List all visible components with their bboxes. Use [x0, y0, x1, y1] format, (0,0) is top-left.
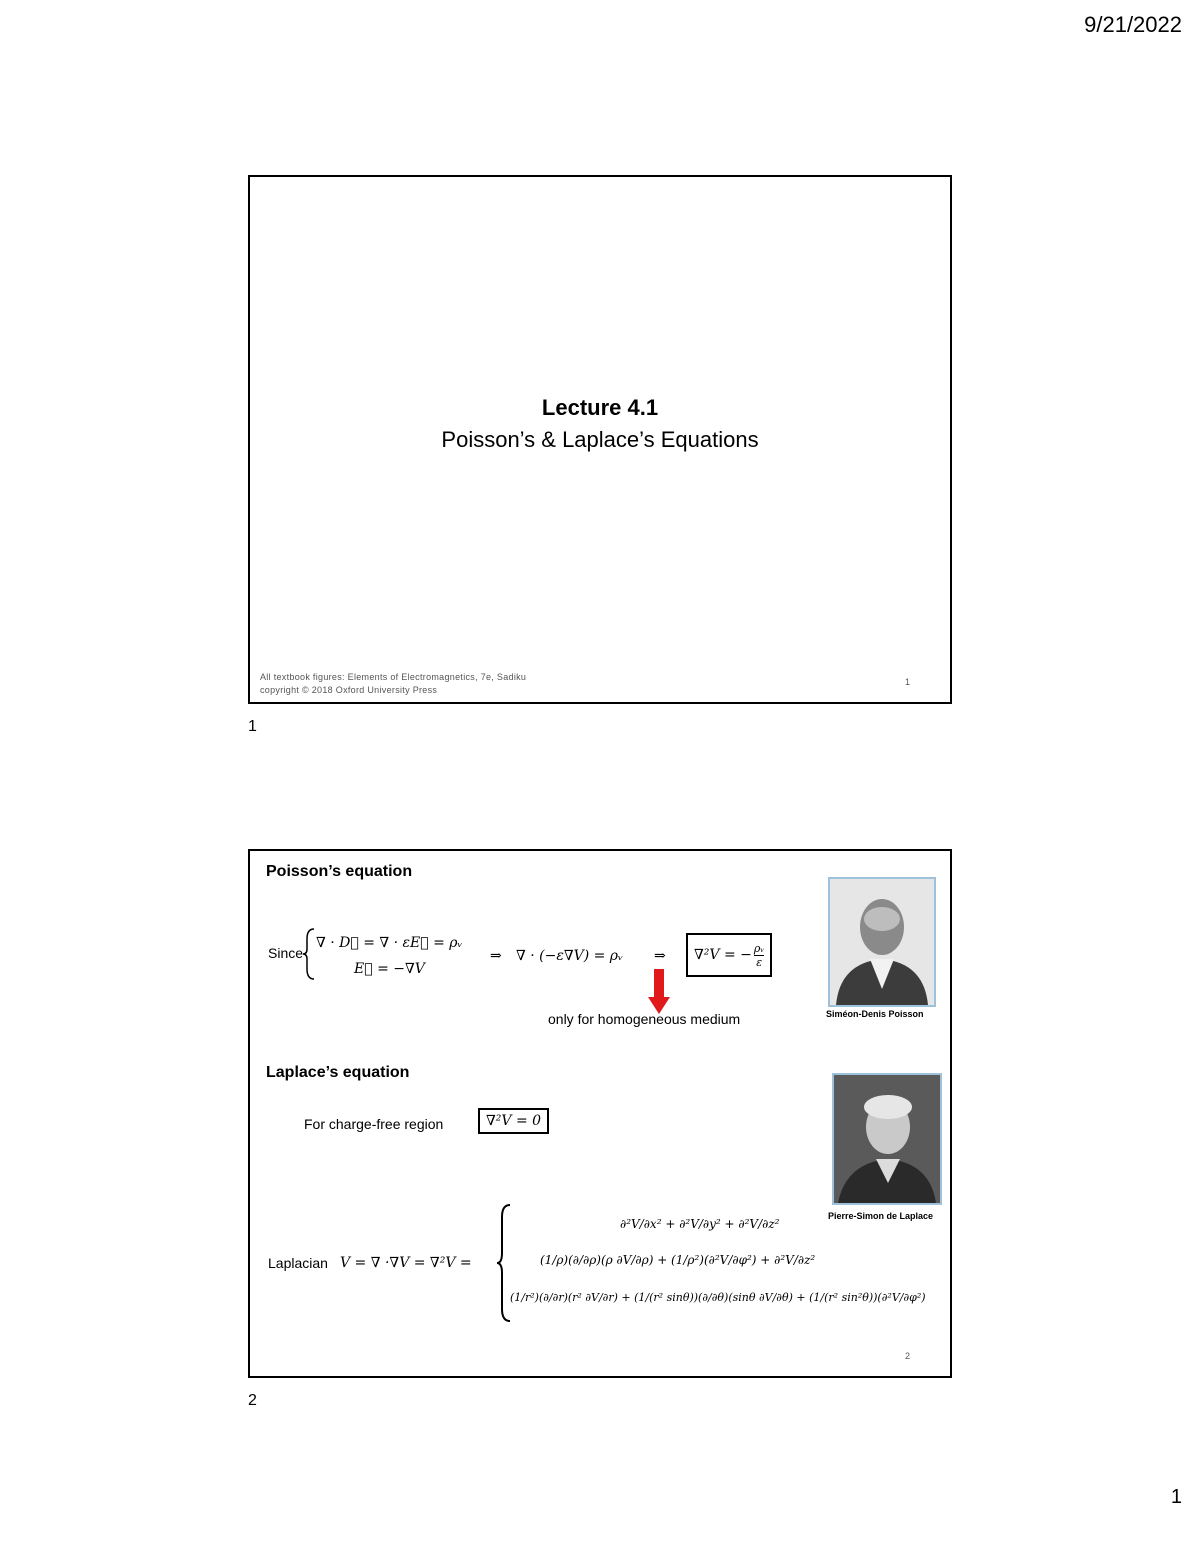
charge-free-label: For charge-free region: [304, 1116, 444, 1132]
textbook-credits: [260, 671, 526, 697]
slide-1: [248, 175, 952, 704]
implies-symbol-2: ⇒: [654, 948, 666, 964]
lecture-title: Lecture 4.1: [541, 395, 659, 420]
poisson-lhs: ∇²V = −: [694, 947, 752, 963]
poisson-portrait-image: [830, 879, 934, 1005]
left-brace-icon: [302, 927, 316, 981]
credit-line-1: All textbook figures: Elements of Electromagnetics, 7e, Sadiku: [260, 672, 527, 682]
laplace-equation-box: ∇²V = 0: [478, 1108, 549, 1134]
divergence-equation: ∇ · (−ε∇V) = ρᵥ: [516, 948, 624, 964]
laplacian-cartesian: ∂²V/∂x² + ∂²V/∂y² + ∂²V/∂z²: [620, 1217, 780, 1231]
laplacian-equation: V = ∇ ·∇V = ∇²V =: [340, 1255, 472, 1271]
poisson-numerator: ρᵥ: [753, 941, 765, 955]
laplacian-cylindrical: (1/ρ)(∂/∂ρ)(ρ ∂V/∂ρ) + (1/ρ²)(∂²V/∂φ²) + ∂²V/∂z²: [540, 1253, 816, 1267]
laplacian-brace-icon: [496, 1203, 512, 1323]
laplacian-spherical: (1/r²)(∂/∂r)(r² ∂V/∂r) + (1/(r² sinθ))(∂/∂θ)(sinθ ∂V/∂θ) + (1/(r² sin²θ))(∂²V/∂φ²): [510, 1291, 926, 1304]
poisson-portrait: [828, 877, 936, 1007]
laplace-caption: Pierre-Simon de Laplace: [828, 1211, 934, 1221]
gauss-law-equation: ∇ · D⃗ = ∇ · εE⃗ = ρᵥ: [316, 935, 463, 951]
poisson-denominator: ε: [756, 955, 763, 969]
poisson-equation-box: [686, 933, 772, 977]
slide-1-index: 1: [248, 718, 257, 735]
poisson-heading: Poisson’s equation: [266, 863, 413, 880]
slide-2-number: 2: [904, 1351, 910, 1361]
page-number: 1: [1170, 1486, 1182, 1508]
homogeneous-medium-note: only for homogeneous medium: [548, 1011, 741, 1027]
laplace-heading: Laplace’s equation: [266, 1064, 410, 1081]
slide-2-index: 2: [248, 1392, 257, 1409]
since-label: Since: [268, 945, 304, 961]
laplace-portrait-image: [834, 1075, 940, 1203]
slide-2: [248, 849, 952, 1378]
slide-1-number: 1: [904, 677, 910, 687]
implies-symbol-1: ⇒: [490, 948, 502, 964]
laplace-portrait: [832, 1073, 942, 1205]
credit-line-2: copyright © 2018 Oxford University Press: [260, 685, 438, 695]
red-down-arrow-icon: [648, 969, 670, 1015]
field-potential-equation: E⃗ = −∇V: [354, 961, 425, 977]
laplacian-label: Laplacian: [268, 1255, 328, 1271]
poisson-fraction: [754, 942, 765, 969]
poisson-caption: Siméon-Denis Poisson: [826, 1009, 924, 1019]
print-date: 9/21/2022: [1084, 12, 1182, 37]
lecture-subtitle: Poisson’s & Laplace’s Equations: [441, 427, 759, 452]
